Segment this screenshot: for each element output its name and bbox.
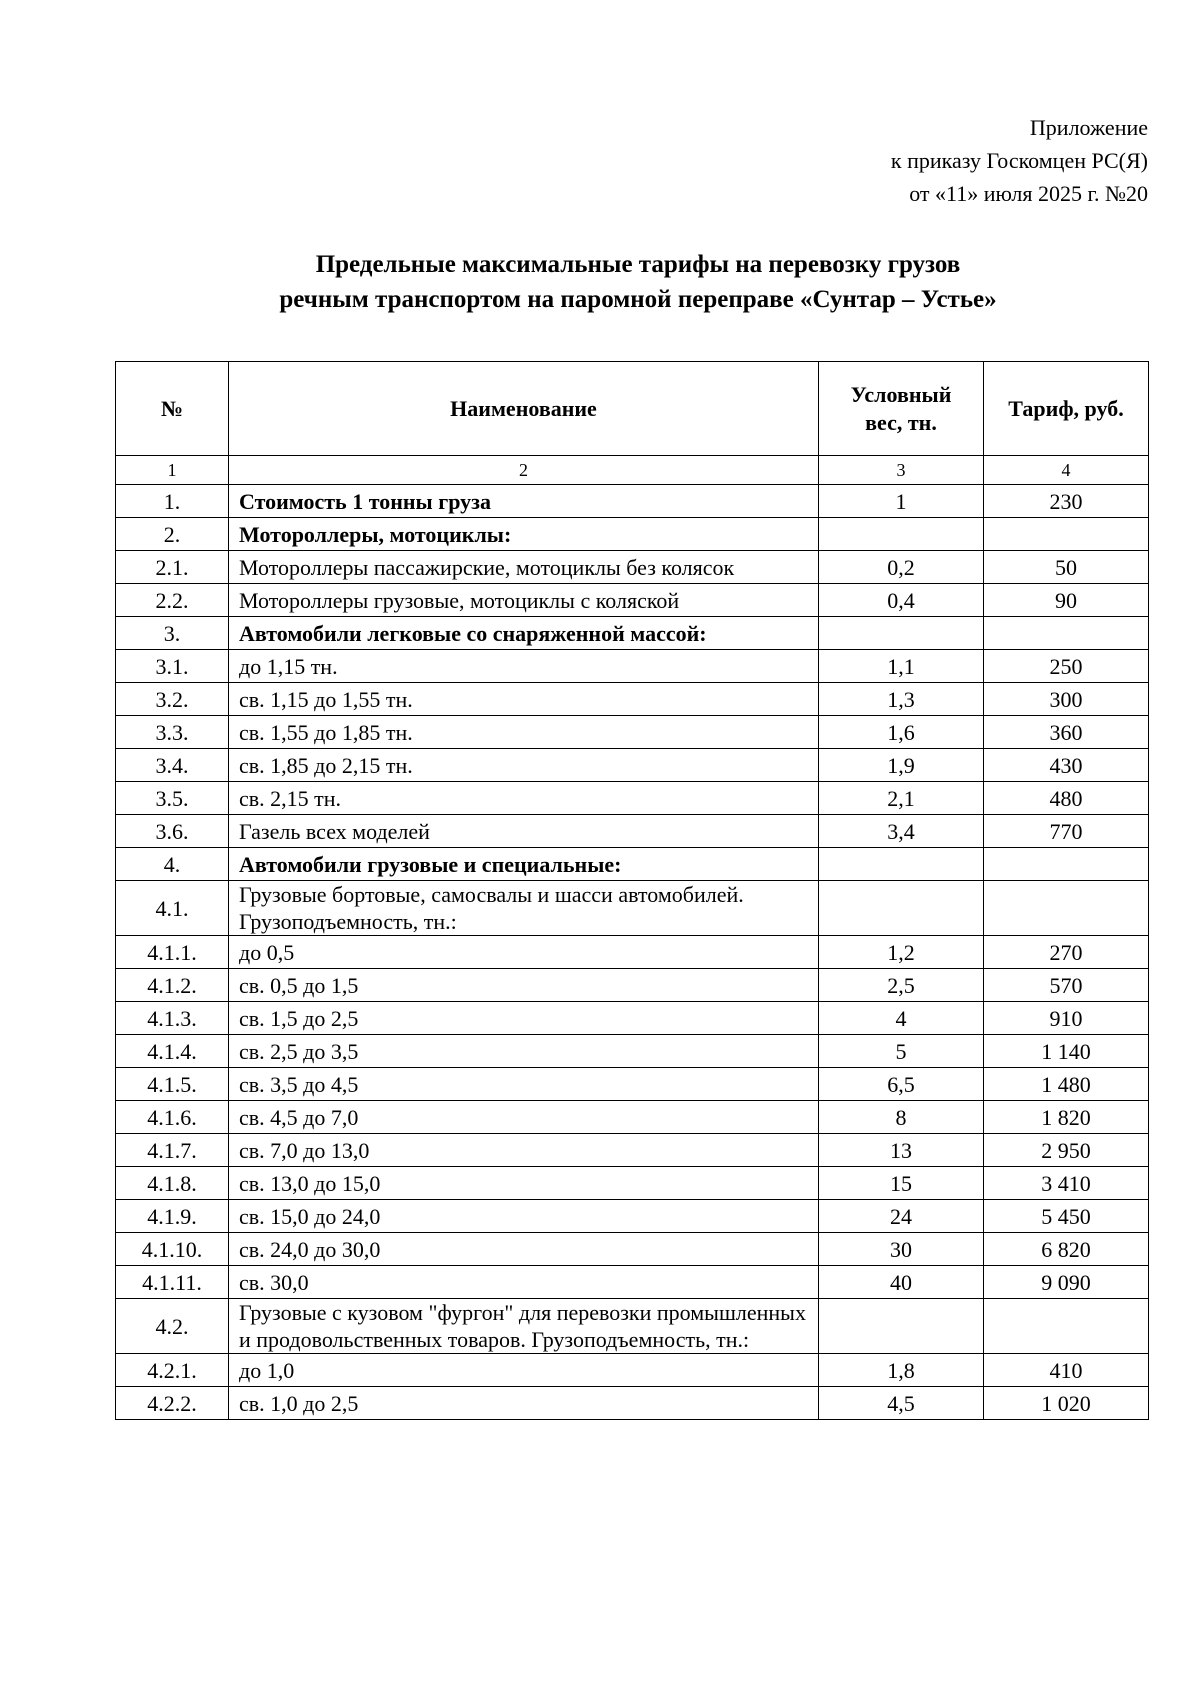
row-number: 3.1.	[116, 650, 229, 683]
row-number: 2.	[116, 518, 229, 551]
table-row	[116, 1266, 1149, 1299]
table-row	[116, 1387, 1149, 1420]
row-weight: 1,3	[819, 683, 984, 716]
row-tariff: 1 140	[984, 1035, 1149, 1068]
table-row	[116, 1167, 1149, 1200]
row-name: св. 4,5 до 7,0	[229, 1101, 819, 1134]
row-number: 4.1.8.	[116, 1167, 229, 1200]
row-tariff: 2 950	[984, 1134, 1149, 1167]
row-number: 4.1.5.	[116, 1068, 229, 1101]
row-weight: 8	[819, 1101, 984, 1134]
table-row	[116, 815, 1149, 848]
row-number: 3.3.	[116, 716, 229, 749]
table-row	[116, 1200, 1149, 1233]
tariff-table	[115, 361, 1149, 1420]
row-weight: 2,1	[819, 782, 984, 815]
row-tariff: 430	[984, 749, 1149, 782]
column-number: 2	[229, 456, 819, 485]
row-tariff: 90	[984, 584, 1149, 617]
row-tariff: 250	[984, 650, 1149, 683]
row-weight: 6,5	[819, 1068, 984, 1101]
table-row	[116, 518, 1149, 551]
row-name: св. 1,85 до 2,15 тн.	[229, 749, 819, 782]
row-name: Стоимость 1 тонны груза	[229, 485, 819, 518]
row-weight: 2,5	[819, 969, 984, 1002]
row-weight: 24	[819, 1200, 984, 1233]
appendix-line-1: Приложение	[1029, 115, 1148, 140]
row-tariff: 1 820	[984, 1101, 1149, 1134]
row-tariff	[984, 617, 1149, 650]
row-name: Мотороллеры, мотоциклы:	[229, 518, 819, 551]
row-weight	[819, 881, 984, 936]
row-weight: 4,5	[819, 1387, 984, 1420]
row-name: св. 24,0 до 30,0	[229, 1233, 819, 1266]
table-row	[116, 1035, 1149, 1068]
row-weight: 1	[819, 485, 984, 518]
appendix-line-2: к приказу Госкомцен РС(Я)	[890, 148, 1148, 173]
row-name: Автомобили грузовые и специальные:	[229, 848, 819, 881]
row-name: св. 1,55 до 1,85 тн.	[229, 716, 819, 749]
row-tariff	[984, 1299, 1149, 1354]
column-number: 4	[984, 456, 1149, 485]
row-name: св. 13,0 до 15,0	[229, 1167, 819, 1200]
row-name: св. 3,5 до 4,5	[229, 1068, 819, 1101]
row-weight: 1,6	[819, 716, 984, 749]
row-number: 4.	[116, 848, 229, 881]
header-num: №	[116, 362, 229, 456]
row-number: 4.1.10.	[116, 1233, 229, 1266]
row-weight: 5	[819, 1035, 984, 1068]
row-number: 4.1.4.	[116, 1035, 229, 1068]
row-tariff: 270	[984, 936, 1149, 969]
row-number: 4.1.	[116, 881, 229, 936]
appendix-block	[891, 111, 1148, 210]
row-number: 4.1.7.	[116, 1134, 229, 1167]
column-numbers-row	[116, 456, 1149, 485]
table-row	[116, 1002, 1149, 1035]
title-line-1: Предельные максимальные тарифы на перевозку грузов	[315, 251, 961, 278]
row-weight: 0,4	[819, 584, 984, 617]
row-name: до 0,5	[229, 936, 819, 969]
row-tariff: 360	[984, 716, 1149, 749]
row-tariff: 770	[984, 815, 1149, 848]
row-weight	[819, 518, 984, 551]
row-weight: 3,4	[819, 815, 984, 848]
table-row	[116, 1068, 1149, 1101]
row-number: 1.	[116, 485, 229, 518]
row-weight: 15	[819, 1167, 984, 1200]
row-number: 3.6.	[116, 815, 229, 848]
row-tariff: 1 020	[984, 1387, 1149, 1420]
table-row	[116, 584, 1149, 617]
table-row	[116, 485, 1149, 518]
table-row	[116, 683, 1149, 716]
row-weight: 13	[819, 1134, 984, 1167]
table-row	[116, 1233, 1149, 1266]
row-number: 4.1.9.	[116, 1200, 229, 1233]
row-name: Грузовые с кузовом "фургон" для перевозки промышленных и продовольственных товаров. Грузоподъемность, тн.:	[229, 1299, 819, 1354]
row-tariff: 480	[984, 782, 1149, 815]
row-tariff: 410	[984, 1354, 1149, 1387]
table-row	[116, 749, 1149, 782]
column-number: 1	[116, 456, 229, 485]
header-weight-line-1: Условный	[850, 381, 952, 407]
table-row	[116, 551, 1149, 584]
table-row	[116, 1101, 1149, 1134]
row-number: 4.1.1.	[116, 936, 229, 969]
table-row	[116, 716, 1149, 749]
row-number: 4.2.	[116, 1299, 229, 1354]
table-row	[116, 969, 1149, 1002]
row-tariff: 6 820	[984, 1233, 1149, 1266]
row-number: 4.1.2.	[116, 969, 229, 1002]
row-weight	[819, 1299, 984, 1354]
header-name: Наименование	[229, 362, 819, 456]
row-weight: 1,2	[819, 936, 984, 969]
row-name: Грузовые бортовые, самосвалы и шасси автомобилей. Грузоподъемность, тн.:	[229, 881, 819, 936]
table-row	[116, 782, 1149, 815]
row-tariff: 230	[984, 485, 1149, 518]
row-number: 2.1.	[116, 551, 229, 584]
row-weight: 40	[819, 1266, 984, 1299]
row-number: 3.	[116, 617, 229, 650]
table-row	[116, 848, 1149, 881]
row-number: 4.1.6.	[116, 1101, 229, 1134]
header-weight-line-2: вес, тн.	[865, 409, 937, 435]
row-tariff: 50	[984, 551, 1149, 584]
row-tariff: 910	[984, 1002, 1149, 1035]
row-number: 2.2.	[116, 584, 229, 617]
row-tariff: 5 450	[984, 1200, 1149, 1233]
row-number: 3.4.	[116, 749, 229, 782]
row-weight	[819, 617, 984, 650]
row-weight: 30	[819, 1233, 984, 1266]
row-name: до 1,15 тн.	[229, 650, 819, 683]
table-header-row	[116, 362, 1149, 456]
row-tariff	[984, 881, 1149, 936]
table-row	[116, 650, 1149, 683]
row-name: св. 30,0	[229, 1266, 819, 1299]
row-tariff: 300	[984, 683, 1149, 716]
row-tariff: 1 480	[984, 1068, 1149, 1101]
row-name: св. 0,5 до 1,5	[229, 969, 819, 1002]
document-title	[0, 247, 1200, 317]
row-number: 4.1.3.	[116, 1002, 229, 1035]
row-name: до 1,0	[229, 1354, 819, 1387]
row-tariff	[984, 518, 1149, 551]
row-tariff: 3 410	[984, 1167, 1149, 1200]
row-name: Газель всех моделей	[229, 815, 819, 848]
table-row	[116, 1354, 1149, 1387]
table-row	[116, 936, 1149, 969]
row-name: Мотороллеры грузовые, мотоциклы с коляской	[229, 584, 819, 617]
row-weight: 1,8	[819, 1354, 984, 1387]
row-name: св. 1,15 до 1,55 тн.	[229, 683, 819, 716]
table-row	[116, 1134, 1149, 1167]
row-weight: 1,9	[819, 749, 984, 782]
row-number: 4.2.1.	[116, 1354, 229, 1387]
row-weight: 1,1	[819, 650, 984, 683]
row-tariff	[984, 848, 1149, 881]
header-weight	[819, 362, 984, 456]
row-name: св. 7,0 до 13,0	[229, 1134, 819, 1167]
title-line-2: речным транспортом на паромной переправе «Сунтар – Устье»	[279, 286, 997, 313]
row-tariff: 9 090	[984, 1266, 1149, 1299]
row-number: 4.1.11.	[116, 1266, 229, 1299]
row-name: св. 1,0 до 2,5	[229, 1387, 819, 1420]
appendix-line-3: от «11» июля 2025 г. №20	[909, 181, 1148, 206]
row-name: Мотороллеры пассажирские, мотоциклы без колясок	[229, 551, 819, 584]
row-number: 3.5.	[116, 782, 229, 815]
row-weight: 0,2	[819, 551, 984, 584]
row-tariff: 570	[984, 969, 1149, 1002]
column-number: 3	[819, 456, 984, 485]
row-name: св. 2,5 до 3,5	[229, 1035, 819, 1068]
row-name: св. 1,5 до 2,5	[229, 1002, 819, 1035]
row-name: св. 2,15 тн.	[229, 782, 819, 815]
row-name: св. 15,0 до 24,0	[229, 1200, 819, 1233]
row-weight	[819, 848, 984, 881]
table-row	[116, 881, 1149, 936]
table-row	[116, 617, 1149, 650]
row-number: 3.2.	[116, 683, 229, 716]
table-row	[116, 1299, 1149, 1354]
row-number: 4.2.2.	[116, 1387, 229, 1420]
row-weight: 4	[819, 1002, 984, 1035]
row-name: Автомобили легковые со снаряженной массой:	[229, 617, 819, 650]
header-tariff: Тариф, руб.	[984, 362, 1149, 456]
